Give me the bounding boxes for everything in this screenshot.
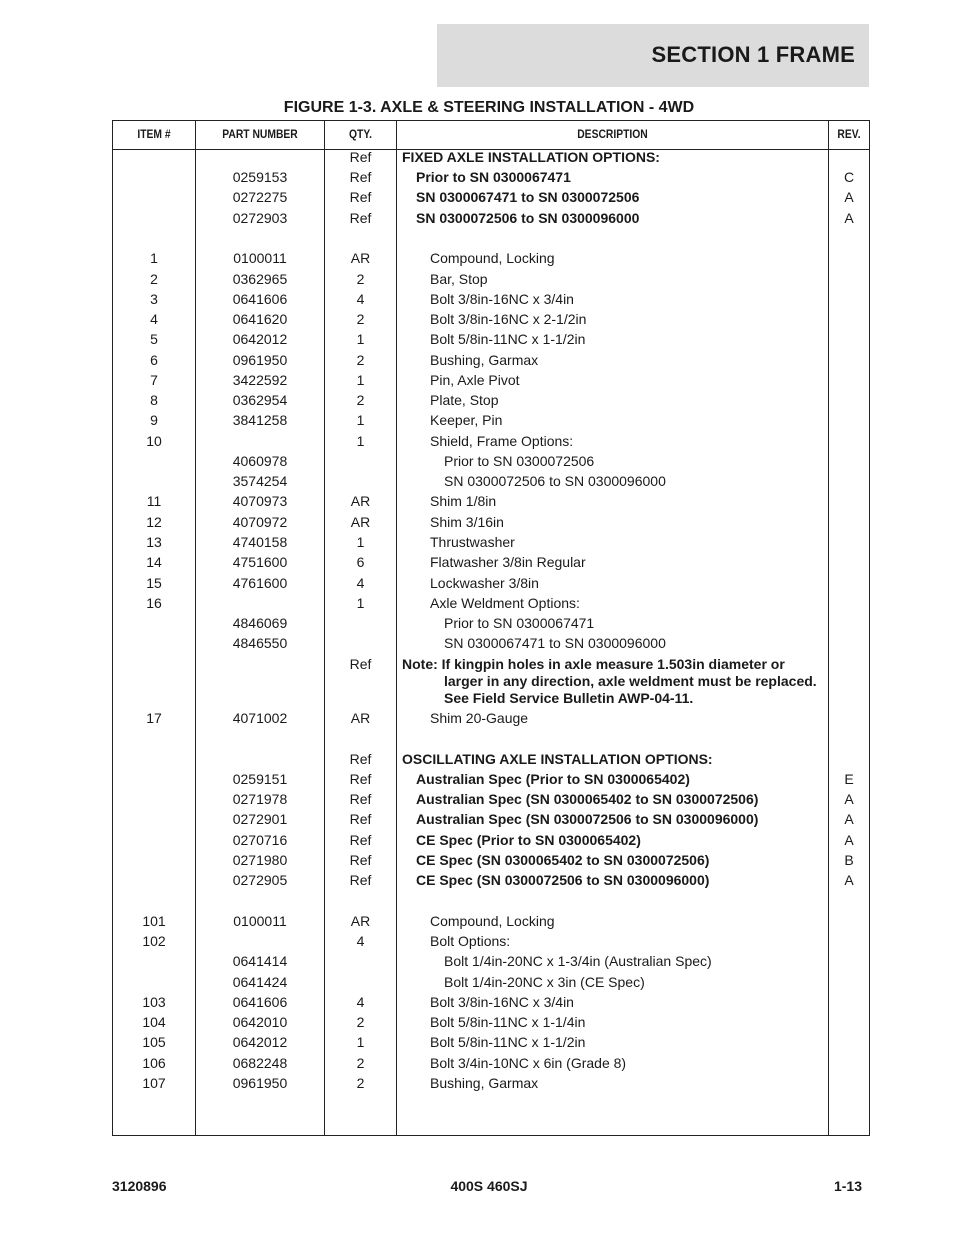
note-text	[402, 656, 817, 707]
description: Bolt 5/8in-11NC x 1-1/2in	[430, 1034, 586, 1050]
part-number: 0271980	[232, 852, 288, 868]
part-number: 0642010	[232, 1014, 288, 1030]
description: Australian Spec (SN 0300072506 to SN 0300096000)	[416, 811, 759, 827]
quantity: 1	[356, 372, 365, 388]
quantity: Ref	[349, 811, 372, 827]
description: Bolt Options:	[430, 933, 511, 949]
description: Plate, Stop	[430, 392, 499, 408]
part-number: 0641606	[232, 994, 288, 1010]
column-header-item: ITEM #	[137, 127, 171, 141]
item-number: 11	[146, 493, 162, 509]
part-number: 4846550	[232, 635, 288, 651]
section-header-tab	[437, 24, 869, 87]
revision: E	[844, 771, 854, 787]
description: Axle Weldment Options:	[430, 595, 580, 611]
description: Bolt 3/8in-16NC x 2-1/2in	[430, 311, 587, 327]
footer-doc-number: 3120896	[112, 1178, 167, 1194]
description: CE Spec (SN 0300072506 to SN 0300096000)	[416, 872, 710, 888]
part-number: 4070972	[232, 514, 288, 530]
description: Lockwasher 3/8in	[430, 575, 539, 591]
part-number: 3841258	[232, 412, 288, 428]
description: SN 0300072506 to SN 0300096000	[416, 210, 640, 226]
quantity: 1	[356, 595, 365, 611]
column-header-description: DESCRIPTION	[577, 127, 648, 141]
item-number: 16	[146, 595, 162, 611]
part-number: 0271978	[232, 791, 288, 807]
part-number: 0641414	[232, 953, 288, 969]
footer-model: 400S 460SJ	[450, 1178, 528, 1194]
item-number: 14	[146, 554, 162, 570]
quantity: 2	[356, 1055, 365, 1071]
part-number: 0961950	[232, 1075, 288, 1091]
quantity: Ref	[349, 791, 372, 807]
column-divider	[396, 121, 397, 1135]
quantity: 2	[356, 271, 365, 287]
description: Shim 1/8in	[430, 493, 497, 509]
description: Prior to SN 0300067471	[444, 615, 595, 631]
part-number: 0272903	[232, 210, 288, 226]
part-number: 3422592	[232, 372, 288, 388]
description: Pin, Axle Pivot	[430, 372, 520, 388]
item-number: 4	[150, 311, 158, 327]
quantity: 1	[356, 1034, 365, 1050]
note-line: See Field Service Bulletin AWP-04-11.	[444, 690, 694, 706]
description: Prior to SN 0300067471	[416, 169, 571, 185]
part-number: 4740158	[232, 534, 288, 550]
description: Australian Spec (SN 0300065402 to SN 0300072506)	[416, 791, 759, 807]
revision: A	[844, 872, 854, 888]
quantity: 6	[356, 554, 365, 570]
item-number: 6	[150, 352, 158, 368]
item-number: 17	[146, 710, 162, 726]
column-header-part-number: PART NUMBER	[222, 127, 298, 141]
part-number: 4070973	[232, 493, 288, 509]
item-number: 2	[150, 271, 158, 287]
description: Bar, Stop	[430, 271, 488, 287]
description: SN 0300067471 to SN 0300096000	[444, 635, 666, 651]
description: FIXED AXLE INSTALLATION OPTIONS:	[402, 149, 660, 165]
part-number: 0270716	[232, 832, 288, 848]
part-number: 0641620	[232, 311, 288, 327]
parts-table	[112, 120, 870, 1136]
part-number: 0259153	[232, 169, 288, 185]
item-number: 107	[142, 1075, 166, 1091]
description: CE Spec (SN 0300065402 to SN 0300072506)	[416, 852, 710, 868]
item-number: 12	[146, 514, 162, 530]
part-number: 0272905	[232, 872, 288, 888]
note-line: larger in any direction, axle weldment must be replaced.	[444, 673, 817, 689]
part-number: 4060978	[232, 453, 288, 469]
part-number: 0682248	[232, 1055, 288, 1071]
description: Bolt 3/8in-16NC x 3/4in	[430, 994, 574, 1010]
quantity: AR	[350, 514, 371, 530]
item-number: 10	[146, 433, 162, 449]
quantity: Ref	[349, 751, 372, 767]
item-number: 102	[142, 933, 166, 949]
quantity: 1	[356, 412, 365, 428]
part-number: 3574254	[232, 473, 288, 489]
part-number: 0642012	[232, 331, 288, 347]
quantity: 1	[356, 534, 365, 550]
description: Bushing, Garmax	[430, 352, 539, 368]
footer-page-number: 1-13	[833, 1178, 862, 1194]
description: Prior to SN 0300072506	[444, 453, 595, 469]
quantity: Ref	[349, 189, 372, 205]
part-number: 4761600	[232, 575, 288, 591]
item-number: 104	[142, 1014, 166, 1030]
quantity: Ref	[349, 656, 372, 672]
column-header-qty: QTY.	[349, 127, 372, 141]
quantity: Ref	[349, 210, 372, 226]
part-number: 0362954	[232, 392, 288, 408]
part-number: 0272901	[232, 811, 288, 827]
quantity: AR	[350, 710, 371, 726]
quantity: 2	[356, 392, 365, 408]
quantity: AR	[350, 913, 371, 929]
part-number: 0641424	[232, 974, 288, 990]
part-number: 4751600	[232, 554, 288, 570]
item-number: 7	[150, 372, 158, 388]
description: SN 0300067471 to SN 0300072506	[416, 189, 640, 205]
item-number: 15	[146, 575, 162, 591]
revision: A	[844, 811, 854, 827]
item-number: 9	[150, 412, 158, 428]
description: Shim 20-Gauge	[430, 710, 529, 726]
item-number: 8	[150, 392, 158, 408]
description: Shield, Frame Options:	[430, 433, 574, 449]
note-line: Note: If kingpin holes in axle measure 1.503in diameter or	[402, 656, 785, 672]
quantity: 1	[356, 331, 365, 347]
section-title: SECTION 1 FRAME	[651, 42, 855, 67]
quantity: 1	[356, 433, 365, 449]
description: Bushing, Garmax	[430, 1075, 539, 1091]
part-number: 0100011	[233, 913, 287, 929]
item-number: 1	[150, 250, 158, 266]
column-header-rev: REV.	[837, 127, 861, 141]
part-number: 4071002	[232, 710, 288, 726]
quantity: Ref	[349, 771, 372, 787]
quantity: Ref	[349, 872, 372, 888]
quantity: AR	[350, 250, 371, 266]
revision: A	[844, 210, 854, 226]
part-number: 0641606	[232, 291, 288, 307]
description: Bolt 1/4in-20NC x 3in (CE Spec)	[444, 974, 645, 990]
quantity: 4	[356, 994, 365, 1010]
part-number: 0272275	[232, 189, 288, 205]
description: CE Spec (Prior to SN 0300065402)	[416, 832, 641, 848]
description: Shim 3/16in	[430, 514, 504, 530]
description: Bolt 3/8in-16NC x 3/4in	[430, 291, 574, 307]
quantity: 2	[356, 1075, 365, 1091]
description: Bolt 5/8in-11NC x 1-1/2in	[430, 331, 586, 347]
part-number: 0362965	[232, 271, 288, 287]
quantity: Ref	[349, 169, 372, 185]
description: Flatwasher 3/8in Regular	[430, 554, 586, 570]
item-number: 13	[146, 534, 162, 550]
revision: A	[844, 189, 854, 205]
quantity: AR	[350, 493, 371, 509]
revision: A	[844, 832, 854, 848]
quantity: 4	[356, 933, 365, 949]
revision: C	[843, 169, 855, 185]
part-number: 0961950	[232, 352, 288, 368]
quantity: 2	[356, 311, 365, 327]
quantity: Ref	[349, 149, 372, 165]
item-number: 105	[142, 1034, 166, 1050]
quantity: 4	[356, 575, 365, 591]
description: Keeper, Pin	[430, 412, 503, 428]
revision: A	[844, 791, 854, 807]
description: OSCILLATING AXLE INSTALLATION OPTIONS:	[402, 751, 713, 767]
description: SN 0300072506 to SN 0300096000	[444, 473, 666, 489]
description: Bolt 3/4in-10NC x 6in (Grade 8)	[430, 1055, 627, 1071]
item-number: 3	[150, 291, 158, 307]
quantity: 2	[356, 352, 365, 368]
description: Compound, Locking	[430, 913, 555, 929]
item-number: 103	[142, 994, 166, 1010]
description: Bolt 1/4in-20NC x 1-3/4in (Australian Spec)	[444, 953, 712, 969]
description: Thrustwasher	[430, 534, 515, 550]
revision: B	[844, 852, 854, 868]
part-number: 4846069	[232, 615, 288, 631]
part-number: 0642012	[232, 1034, 288, 1050]
quantity: 4	[356, 291, 365, 307]
quantity: Ref	[349, 832, 372, 848]
item-number: 106	[142, 1055, 166, 1071]
column-divider	[828, 121, 829, 1135]
item-number: 101	[142, 913, 166, 929]
figure-title: FIGURE 1-3. AXLE & STEERING INSTALLATION - 4WD	[283, 99, 695, 116]
quantity: 2	[356, 1014, 365, 1030]
part-number: 0259151	[232, 771, 288, 787]
quantity: Ref	[349, 852, 372, 868]
description: Australian Spec (Prior to SN 0300065402)	[416, 771, 690, 787]
description: Compound, Locking	[430, 250, 555, 266]
description: Bolt 5/8in-11NC x 1-1/4in	[430, 1014, 586, 1030]
item-number: 5	[150, 331, 158, 347]
part-number: 0100011	[233, 250, 287, 266]
